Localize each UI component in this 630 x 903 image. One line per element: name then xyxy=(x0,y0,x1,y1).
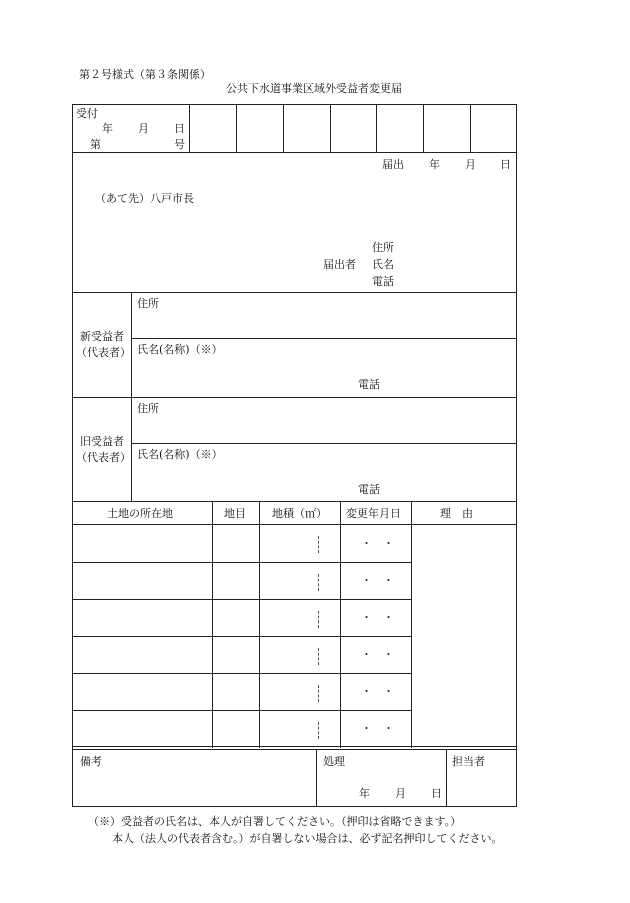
area-decimal-separator xyxy=(318,648,319,665)
processing-month: 月 xyxy=(395,787,406,800)
change-date-cell: ・ ・ xyxy=(361,611,394,624)
section-divider xyxy=(131,397,132,501)
reception-box-divider xyxy=(470,104,471,152)
form-number: 第２号様式（第３条関係） xyxy=(79,68,211,81)
addressee: （あて先）八戸市長 xyxy=(95,192,194,205)
row-divider xyxy=(131,443,517,444)
row-divider xyxy=(72,292,517,293)
row-divider xyxy=(72,562,411,563)
form-title: 公共下水道事業区域外受益者変更届 xyxy=(226,82,402,95)
old-beneficiary-label: 旧受益者 xyxy=(80,435,124,448)
land-area-header: 地積（㎡） xyxy=(272,507,327,520)
notification-date-label: 届出 xyxy=(382,158,404,171)
reception-box-divider xyxy=(283,104,284,152)
reception-box-divider xyxy=(376,104,377,152)
column-divider xyxy=(411,501,412,748)
column-divider xyxy=(446,749,447,807)
change-date-cell: ・ ・ xyxy=(361,574,394,587)
change-date-cell: ・ ・ xyxy=(361,722,394,735)
notification-month: 月 xyxy=(465,158,476,171)
old-address-label: 住所 xyxy=(137,402,159,415)
processing-day: 日 xyxy=(431,787,442,800)
area-decimal-separator xyxy=(318,536,319,553)
row-divider xyxy=(72,397,517,398)
change-date-header: 変更年月日 xyxy=(346,507,401,520)
reception-year: 年 xyxy=(102,122,113,135)
remarks-label: 備考 xyxy=(80,755,102,768)
row-divider xyxy=(72,524,517,525)
change-date-cell: ・ ・ xyxy=(361,648,394,661)
change-date-cell: ・ ・ xyxy=(361,537,394,550)
new-phone-label: 電話 xyxy=(358,378,380,391)
double-divider xyxy=(72,746,517,747)
processing-year: 年 xyxy=(359,787,370,800)
note-line-2: 本人（法人の代表者含む。）が自署しない場合は、必ず記名押印してください。 xyxy=(112,832,503,845)
column-divider xyxy=(316,749,317,807)
row-divider xyxy=(72,636,411,637)
reception-box-divider xyxy=(236,104,237,152)
land-location-header: 土地の所在地 xyxy=(107,507,173,520)
reception-box-divider xyxy=(330,104,331,152)
old-phone-label: 電話 xyxy=(358,483,380,496)
processing-label: 処理 xyxy=(323,755,345,768)
change-date-cell: ・ ・ xyxy=(361,685,394,698)
new-name-label: 氏名(名称)（※） xyxy=(137,343,223,356)
reason-header: 理 由 xyxy=(440,507,473,520)
row-divider xyxy=(72,710,411,711)
area-decimal-separator xyxy=(318,574,319,591)
old-beneficiary-rep-label: （代表者） xyxy=(76,451,131,464)
new-address-label: 住所 xyxy=(137,297,159,310)
area-decimal-separator xyxy=(318,722,319,739)
land-category-header: 地目 xyxy=(224,507,246,520)
note-line-1: （※）受益者の氏名は、本人が自署してください。（押印は省略できます。） xyxy=(88,815,462,828)
reception-box-divider xyxy=(423,104,424,152)
reception-label: 受付 xyxy=(76,107,98,120)
row-divider xyxy=(131,338,517,339)
reception-dai: 第 xyxy=(90,138,101,151)
notifier-name-label: 氏名 xyxy=(372,258,394,271)
old-name-label: 氏名(名称)（※） xyxy=(137,448,223,461)
double-divider xyxy=(72,749,517,750)
notifier-address-label: 住所 xyxy=(372,241,394,254)
reception-day: 日 xyxy=(174,122,185,135)
row-divider xyxy=(72,599,411,600)
area-decimal-separator xyxy=(318,685,319,702)
staff-label: 担当者 xyxy=(452,755,485,768)
new-beneficiary-label: 新受益者 xyxy=(80,330,124,343)
row-divider xyxy=(72,152,517,153)
notifier-phone-label: 電話 xyxy=(372,275,394,288)
new-beneficiary-rep-label: （代表者） xyxy=(76,346,131,359)
row-divider xyxy=(72,501,517,502)
notifier-label: 届出者 xyxy=(323,258,356,271)
notification-day: 日 xyxy=(500,158,511,171)
notification-year: 年 xyxy=(429,158,440,171)
reception-month: 月 xyxy=(138,122,149,135)
reception-go: 号 xyxy=(174,138,185,151)
area-decimal-separator xyxy=(318,611,319,628)
section-divider xyxy=(131,292,132,397)
row-divider xyxy=(72,673,411,674)
